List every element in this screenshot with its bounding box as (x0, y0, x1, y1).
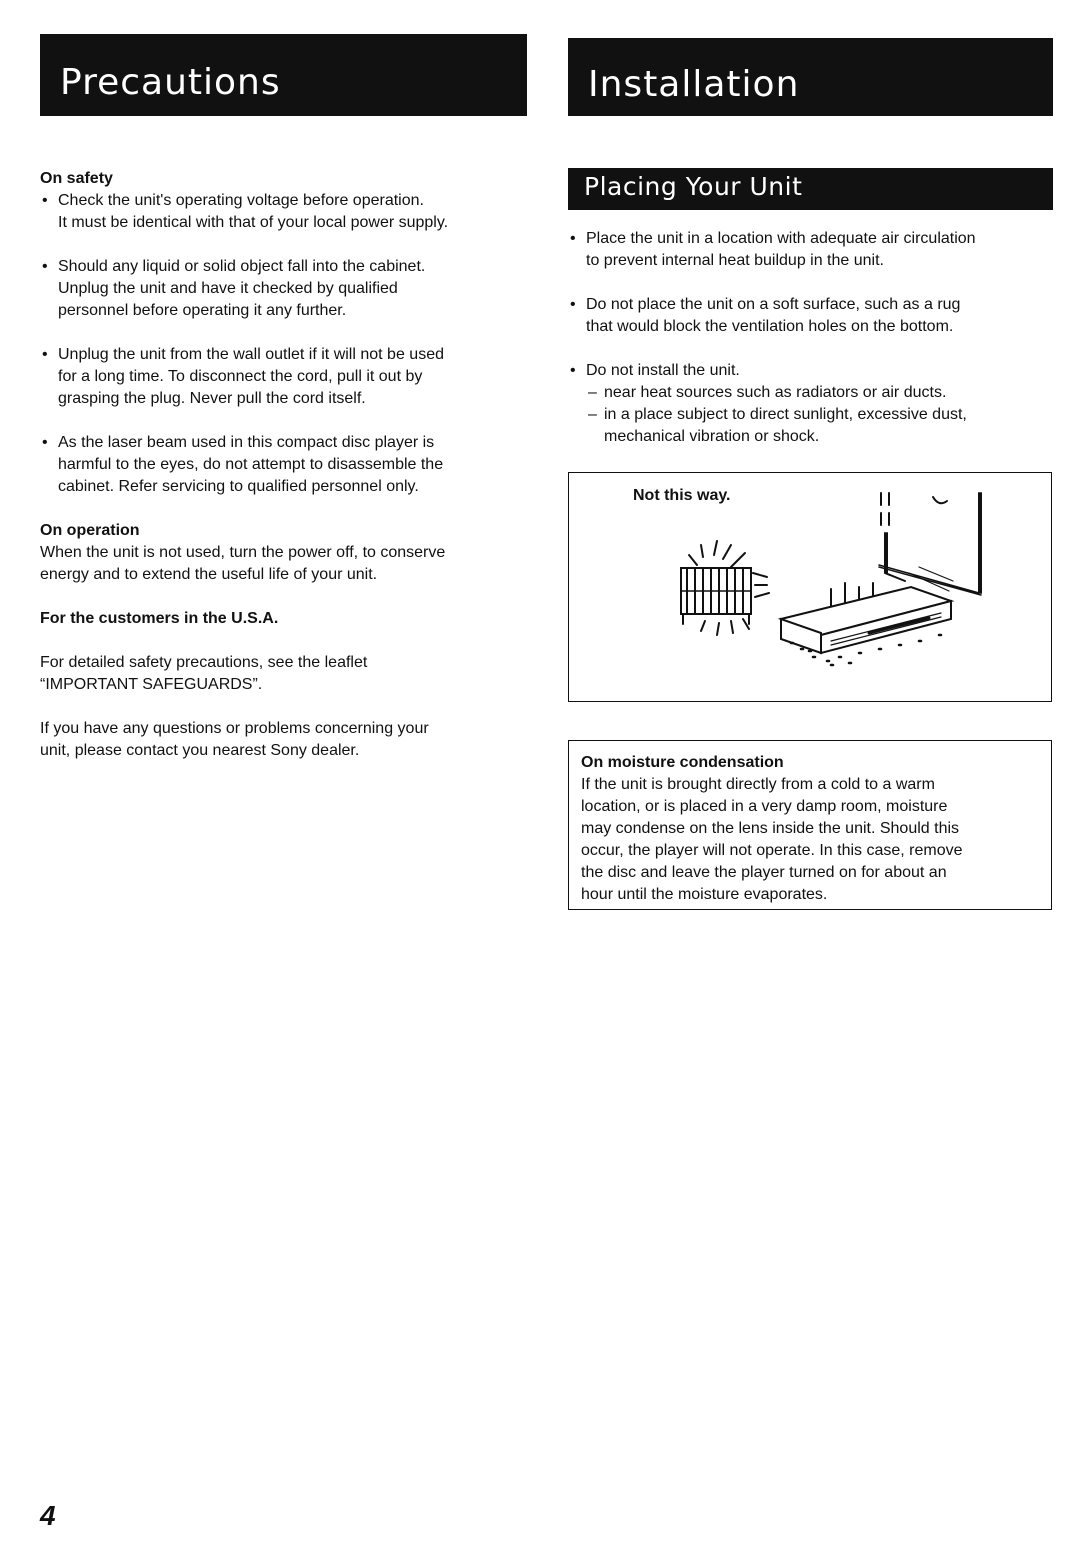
operation-text-line: When the unit is not used, turn the power off, to conserve (40, 544, 446, 561)
moisture-condensation-box (568, 740, 1052, 910)
precautions-banner (40, 34, 527, 116)
list-item (40, 432, 530, 498)
list-line: mechanical vibration or shock. (604, 428, 820, 445)
installation-banner (568, 38, 1053, 116)
list-line: • Do not place the unit on a soft surface, such as a rug (586, 296, 961, 313)
list-line: • Check the unit's operating voltage before operation. (58, 192, 424, 209)
moisture-text-line: location, or is placed in a very damp room, moisture (581, 798, 948, 815)
questions-text-line: unit, please contact you nearest Sony dealer. (40, 742, 360, 759)
list-line: personnel before operating it any further. (58, 302, 347, 319)
placing-your-unit-title: Placing Your Unit (584, 172, 803, 201)
list-line: • Place the unit in a location with adequate air circulation (586, 230, 976, 247)
list-line: – in a place subject to direct sunlight, excessive dust, (604, 406, 967, 423)
list-line: for a long time. To disconnect the cord, pull it out by (58, 368, 423, 385)
moisture-heading: On moisture condensation (581, 754, 784, 771)
on-operation-heading: On operation (40, 522, 140, 539)
list-line: • Should any liquid or solid object fall into the cabinet. (58, 258, 426, 275)
list-line: harmful to the eyes, do not attempt to disassemble the (58, 456, 444, 473)
precautions-column (40, 168, 530, 762)
list-line: • Unplug the unit from the wall outlet if it will not be used (58, 346, 444, 363)
list-line: to prevent internal heat buildup in the unit. (586, 252, 884, 269)
list-line: • As the laser beam used in this compact disc player is (58, 434, 435, 451)
list-item (40, 344, 530, 410)
questions-text-line: If you have any questions or problems concerning your (40, 720, 429, 737)
sub-list-item (586, 382, 1058, 404)
usa-text-line: “IMPORTANT SAFEGUARDS”. (40, 676, 263, 693)
list-line: cabinet. Refer servicing to qualified personnel only. (58, 478, 419, 495)
on-safety-heading: On safety (40, 170, 113, 187)
illustration-box (568, 472, 1052, 702)
list-line: that would block the ventilation holes on the bottom. (586, 318, 954, 335)
list-line: It must be identical with that of your local power supply. (58, 214, 449, 231)
figure-caption: Not this way. (633, 487, 731, 504)
moisture-text-line: occur, the player will not operate. In this case, remove (581, 842, 963, 859)
moisture-text-line: If the unit is brought directly from a cold to a warm (581, 776, 935, 793)
installation-title: Installation (588, 64, 800, 105)
list-item (40, 256, 530, 322)
list-item (568, 294, 1058, 338)
list-line: grasping the plug. Never pull the cord itself. (58, 390, 366, 407)
page-number: 4 (40, 1500, 56, 1531)
placing-your-unit-banner (568, 168, 1053, 210)
list-line: • Do not install the unit. (586, 362, 740, 379)
safety-list (40, 190, 530, 498)
installation-list (568, 228, 1058, 448)
list-item (568, 228, 1058, 272)
moisture-text-line: the disc and leave the player turned on for about an (581, 864, 947, 881)
usa-text-line: For detailed safety precautions, see the leaflet (40, 654, 368, 671)
installation-column (568, 228, 1058, 470)
moisture-text-line: may condense on the lens inside the unit. Should this (581, 820, 960, 837)
list-item (40, 190, 530, 234)
list-line: – near heat sources such as radiators or air ducts. (604, 384, 947, 401)
list-item (568, 360, 1058, 448)
precautions-title: Precautions (60, 62, 281, 103)
moisture-text-line: hour until the moisture evaporates. (581, 886, 828, 903)
heater-and-player-illustration (569, 473, 1049, 699)
usa-customers-heading: For the customers in the U.S.A. (40, 610, 279, 627)
operation-text-line: energy and to extend the useful life of your unit. (40, 566, 378, 583)
list-line: Unplug the unit and have it checked by qualified (58, 280, 398, 297)
sub-list-item (586, 404, 1058, 448)
